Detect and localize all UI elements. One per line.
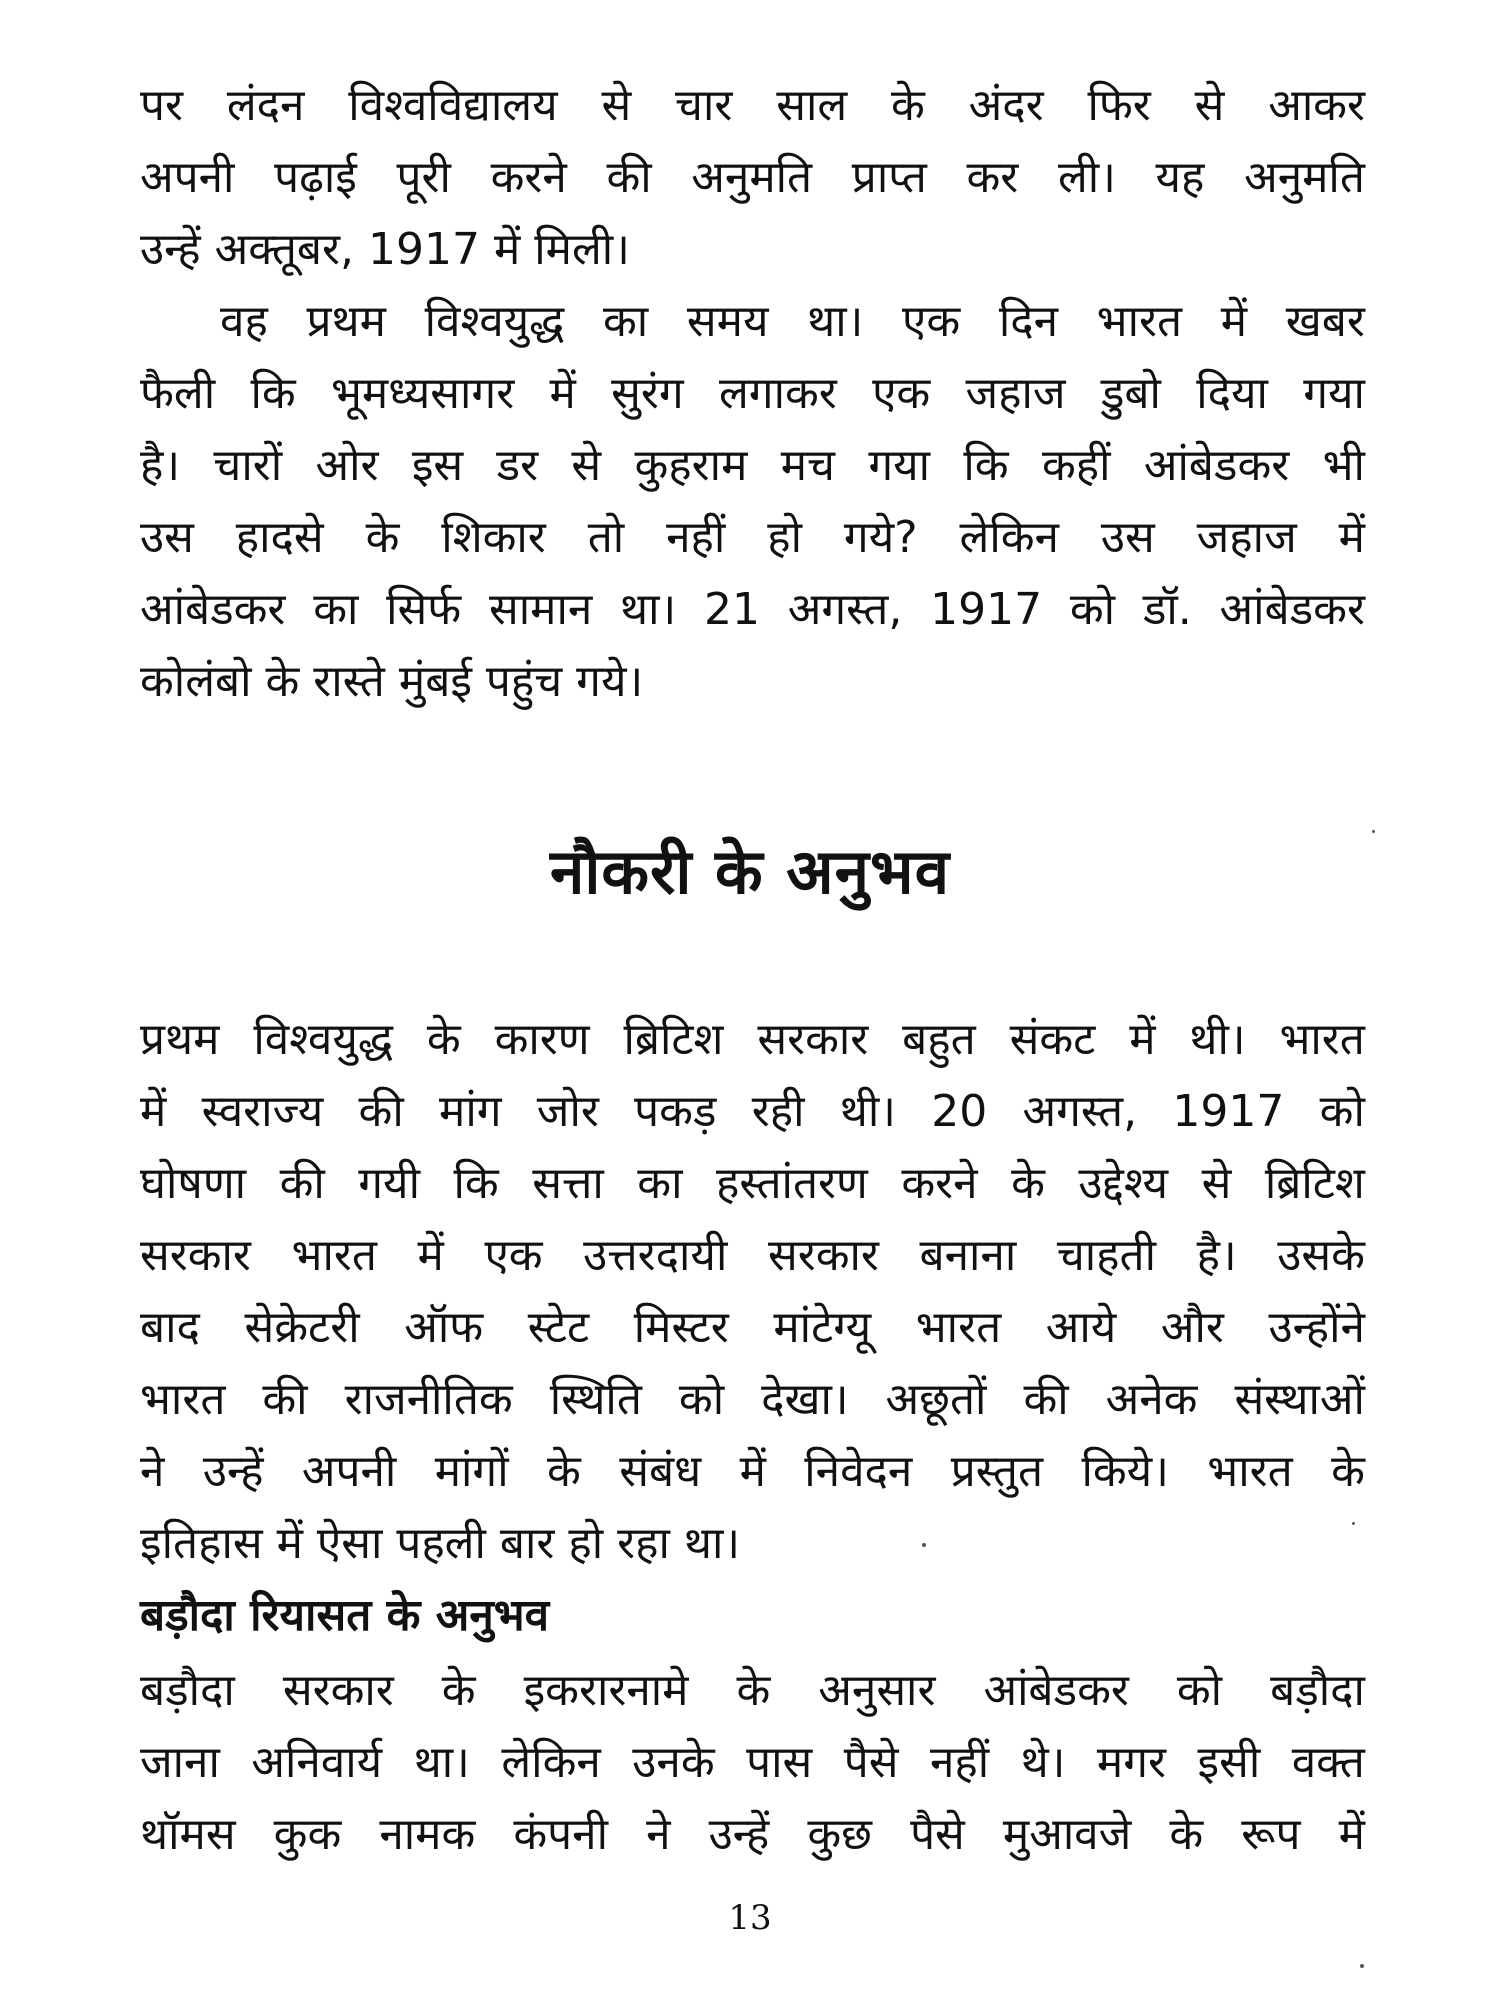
word: ने [140, 1446, 165, 1497]
word: घोषणा [140, 1158, 247, 1209]
word: अगस्त, [787, 584, 903, 635]
word: अनुसार [818, 1665, 936, 1716]
word: बड़ौदा [1270, 1665, 1365, 1716]
word: फैली [140, 368, 216, 419]
word: के [736, 1665, 771, 1716]
word: राजनीतिक [344, 1374, 513, 1425]
word: नहीं [666, 512, 726, 563]
intro-paragraph [140, 70, 1365, 286]
word: स्वराज्य [201, 1086, 324, 1137]
word: कर [966, 152, 1019, 203]
word: भी [1322, 440, 1365, 491]
word: सिर्फ [386, 584, 462, 635]
word: सरकार [757, 1014, 869, 1065]
word: की [606, 152, 652, 203]
word: के [441, 1665, 476, 1716]
word: में [417, 1230, 444, 1281]
word: भारत [291, 1230, 377, 1281]
word: था। [413, 1737, 470, 1788]
word: चारों [213, 440, 283, 491]
word: स्टेट [527, 1302, 590, 1353]
word: मांगों [434, 1446, 509, 1497]
word: गयी [358, 1158, 420, 1209]
word: प्रथम [306, 296, 386, 347]
word: पढ़ाई [274, 152, 357, 203]
word: दिन [998, 296, 1058, 347]
word: एक [902, 296, 961, 347]
word: के [1011, 1158, 1045, 1209]
word: को [1319, 1086, 1365, 1137]
word: से [1201, 1158, 1232, 1209]
word: बड़ौदा [140, 1665, 235, 1716]
text-line: कोलंबो के रास्ते मुंबई पहुंच गये। [140, 656, 644, 707]
paragraph-ww1-politics [140, 1004, 1365, 1580]
word: का [637, 1158, 683, 1209]
word: से [571, 440, 602, 491]
word: सुरंग [611, 368, 684, 419]
word: किये। [1081, 1446, 1169, 1497]
word: सेक्रेटरी [244, 1302, 360, 1353]
word: रूप [1241, 1809, 1301, 1860]
word: का [313, 584, 359, 635]
word: नामक [379, 1809, 476, 1860]
word: की [1023, 1374, 1069, 1425]
word: के [365, 512, 400, 563]
word: कहीं [1041, 440, 1111, 491]
word: पास [746, 1737, 813, 1788]
word: थॉमस [140, 1809, 236, 1860]
word: उन्होंने [1268, 1302, 1365, 1353]
word: गये? [843, 512, 918, 563]
word: आये [1045, 1302, 1117, 1353]
word: में [1220, 296, 1248, 347]
word: और [1160, 1302, 1224, 1353]
word: की [262, 1374, 308, 1425]
word: भारत [1279, 1014, 1365, 1065]
text-line [140, 1799, 1365, 1871]
word: शिकार [441, 512, 546, 563]
page-number: 13 [728, 1898, 772, 1938]
word: कि [963, 440, 1009, 491]
word: को [1176, 1665, 1223, 1716]
word: सरकार [282, 1665, 394, 1716]
word: प्राप्त [851, 152, 927, 203]
text-line [140, 1655, 1365, 1727]
word: है। [1196, 1230, 1237, 1281]
word: से [601, 80, 632, 131]
word: संबंध [619, 1446, 702, 1497]
word: नहीं [929, 1737, 990, 1788]
section-heading: बड़ौदा रियासत के अनुभव [140, 1590, 550, 1641]
word: गया [868, 440, 931, 491]
scan-speck [922, 1543, 926, 1547]
word: जोर [536, 1086, 599, 1137]
word: के [547, 1446, 581, 1497]
word: आंबेडकर [1143, 440, 1290, 491]
word: फिर [1087, 80, 1151, 131]
word: ब्रिटिश [623, 1014, 724, 1065]
text-line [140, 358, 1365, 430]
word: कुक [273, 1809, 342, 1860]
text-line [140, 430, 1365, 502]
scan-speck [1352, 1522, 1355, 1525]
word: हो [767, 512, 802, 563]
word: इसी [1197, 1737, 1261, 1788]
word: 1917 [1172, 1086, 1285, 1137]
word: रही [751, 1086, 805, 1137]
text-line: इतिहास में ऐसा पहली बार हो रहा था। [140, 1518, 741, 1569]
word: की [358, 1086, 404, 1137]
word: मिस्टर [633, 1302, 729, 1353]
word: यह [1155, 152, 1205, 203]
word: जहाज [965, 368, 1066, 419]
word: ने [646, 1809, 671, 1860]
word: को [678, 1374, 725, 1425]
word: ऑफ [404, 1302, 484, 1353]
word: इकरारनामे [523, 1665, 689, 1716]
word: भारत [1207, 1446, 1293, 1497]
word: निवेदन [804, 1446, 913, 1497]
word: का [603, 296, 649, 347]
text-line [140, 70, 1365, 142]
word: उन्हें [202, 1446, 264, 1497]
word: अनेक [1105, 1374, 1198, 1425]
word: करने [901, 1158, 978, 1209]
word: में [549, 368, 576, 419]
word: उत्तरदायी [583, 1230, 728, 1281]
word: के [1169, 1809, 1204, 1860]
word: है। [140, 440, 181, 491]
text-line [140, 502, 1365, 574]
word: कि [453, 1158, 499, 1209]
scan-speck [1372, 830, 1375, 833]
word: में [1338, 1809, 1365, 1860]
word: ली। [1057, 152, 1116, 203]
word: अपनी [301, 1446, 397, 1497]
text-line [140, 142, 1365, 214]
word: अंदर [968, 80, 1044, 131]
word: लगाकर [718, 368, 837, 419]
text-line [140, 1436, 1365, 1508]
word: था। [807, 296, 864, 347]
word: बहुत [902, 1014, 976, 1065]
text-line [140, 574, 1365, 646]
word: मांग [439, 1086, 502, 1137]
word: में [140, 1086, 167, 1137]
word: हादसे [235, 512, 324, 563]
word: 21 [704, 584, 761, 635]
word: था। [620, 584, 677, 635]
word: भारत [1096, 296, 1183, 347]
word: चाहती [1056, 1230, 1157, 1281]
word: लेकिन [501, 1737, 601, 1788]
word: पकड़ [634, 1086, 717, 1137]
word: आंबेडकर [140, 584, 286, 635]
word: की [279, 1158, 325, 1209]
word: चार [675, 80, 733, 131]
word: तो [587, 512, 625, 563]
word: भारत [140, 1374, 226, 1425]
word: डुबो [1100, 368, 1161, 419]
word: जाना [140, 1737, 220, 1788]
word: एक [484, 1230, 543, 1281]
word: कंपनी [513, 1809, 608, 1860]
word: में [1129, 1014, 1156, 1065]
word: मांटेग्यू [773, 1302, 872, 1353]
word: उसके [1277, 1230, 1365, 1281]
text-line [140, 1292, 1365, 1364]
text-line [140, 1364, 1365, 1436]
text-line [140, 1727, 1365, 1799]
word: अपनी [140, 152, 235, 203]
word: आंबेडकर [983, 1665, 1129, 1716]
word: आंबेडकर [1219, 584, 1365, 635]
word: स्थिति [549, 1374, 642, 1425]
word: सत्ता [532, 1158, 604, 1209]
word: देखा। [761, 1374, 849, 1425]
word: समय [686, 296, 769, 347]
word: 20 [931, 1086, 988, 1137]
word: भूमध्यसागर [330, 368, 515, 419]
word: अनुमति [1244, 152, 1365, 203]
word: अनुमति [691, 152, 813, 203]
word: एक [872, 368, 931, 419]
word: 1917 [930, 584, 1043, 635]
word: अछूतों [885, 1374, 987, 1425]
word: ब्रिटिश [1264, 1158, 1365, 1209]
word: संस्थाओं [1234, 1374, 1365, 1425]
text-line [140, 1076, 1365, 1148]
word: विश्वविद्यालय [348, 80, 558, 131]
word: प्रथम [140, 1014, 220, 1065]
word: साल [776, 80, 848, 131]
paragraph-baroda [140, 1655, 1365, 1871]
word: ओर [315, 440, 379, 491]
word: बनाना [919, 1230, 1017, 1281]
word: में [739, 1446, 766, 1497]
word: पर [140, 80, 183, 131]
word: के [891, 80, 925, 131]
word: डर [496, 440, 539, 491]
word: पूरी [396, 152, 451, 203]
word: खबर [1285, 296, 1365, 347]
text-line [140, 286, 1365, 358]
word: उद्देश्य [1078, 1158, 1169, 1209]
word: उन्हें [708, 1809, 770, 1860]
word: मुआवजे [1002, 1809, 1132, 1860]
text-line [140, 1004, 1365, 1076]
word: कारण [494, 1014, 590, 1065]
word: कि [250, 368, 296, 419]
word: आकर [1268, 80, 1365, 131]
word: उनके [632, 1737, 715, 1788]
word: पैसे [843, 1737, 899, 1788]
word: लंदन [226, 80, 305, 131]
word: अनिवार्य [251, 1737, 383, 1788]
word: विश्वयुद्ध [253, 1014, 394, 1065]
word: इस [411, 440, 464, 491]
word: जहाज [1196, 512, 1297, 563]
chapter-title: नौकरी के अनुभव [549, 835, 951, 908]
word: अगस्त, [1022, 1086, 1138, 1137]
word: प्रस्तुत [950, 1446, 1044, 1497]
word: सामान [489, 584, 593, 635]
word: उस [1100, 512, 1155, 563]
word: में [1338, 512, 1365, 563]
word: वह [220, 296, 268, 347]
text-line [140, 1148, 1365, 1220]
word: संकट [1009, 1014, 1096, 1065]
word: दिया [1196, 368, 1268, 419]
word: से [1194, 80, 1225, 131]
word: करने [490, 152, 567, 203]
word: थे। [1020, 1737, 1066, 1788]
word: गया [1303, 368, 1365, 419]
word: के [1331, 1446, 1365, 1497]
word: के [426, 1014, 461, 1065]
text-line [140, 1220, 1365, 1292]
paragraph-ship-news [140, 286, 1365, 718]
word: डॉ. [1142, 584, 1192, 635]
word: लेकिन [959, 512, 1059, 563]
word: मच [780, 440, 835, 491]
word: सरकार [767, 1230, 879, 1281]
word: विश्वयुद्ध [424, 296, 565, 347]
word: हस्तांतरण [716, 1158, 868, 1209]
word: को [1069, 584, 1116, 635]
word: सरकार [140, 1230, 251, 1281]
word: थी। [1189, 1014, 1246, 1065]
word: कुछ [807, 1809, 872, 1860]
word: मगर [1096, 1737, 1166, 1788]
word: भारत [915, 1302, 1002, 1353]
scan-speck [1360, 1964, 1364, 1968]
word: उस [140, 512, 194, 563]
word: बाद [140, 1302, 200, 1353]
word: वक्त [1291, 1737, 1365, 1788]
text-line: उन्हें अक्तूबर, 1917 में मिली। [140, 224, 630, 275]
word: थी। [839, 1086, 896, 1137]
word: कुहराम [634, 440, 748, 491]
word: पैसे [910, 1809, 965, 1860]
